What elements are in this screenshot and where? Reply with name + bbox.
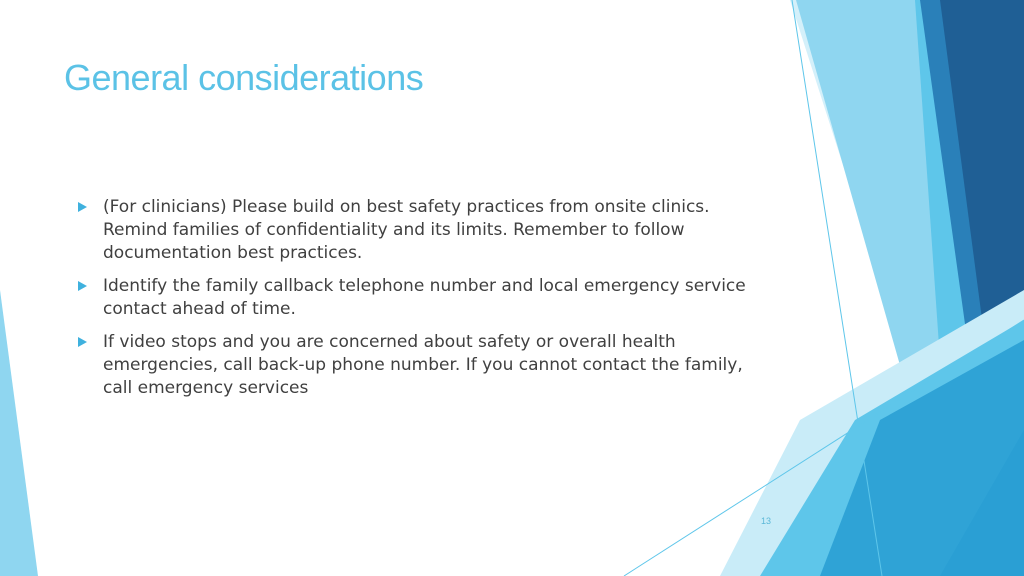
bullet-text: If video stops and you are concerned about safety or overall health emergencies, call back-up phone number. If you cannot contact the family, call emergency services: [103, 332, 743, 398]
bullet-item: [78, 275, 768, 321]
bullet-arrow-icon: [78, 337, 87, 347]
bullet-arrow-icon: [78, 281, 87, 291]
slide-title: General considerations: [64, 57, 424, 98]
left-edge-shape: [0, 290, 38, 576]
bullet-list: [78, 196, 768, 410]
bullet-item: [78, 196, 768, 265]
bullet-text: Identify the family callback telephone number and local emergency service contact ahead of time.: [103, 276, 746, 319]
bullet-item: [78, 331, 768, 400]
bullet-text: (For clinicians) Please build on best safety practices from onsite clinics. Remind families of confidentiality and its limits. Remember to follow documentation best practices.: [103, 197, 710, 263]
bullet-arrow-icon: [78, 202, 87, 212]
page-number: 13: [760, 516, 771, 526]
